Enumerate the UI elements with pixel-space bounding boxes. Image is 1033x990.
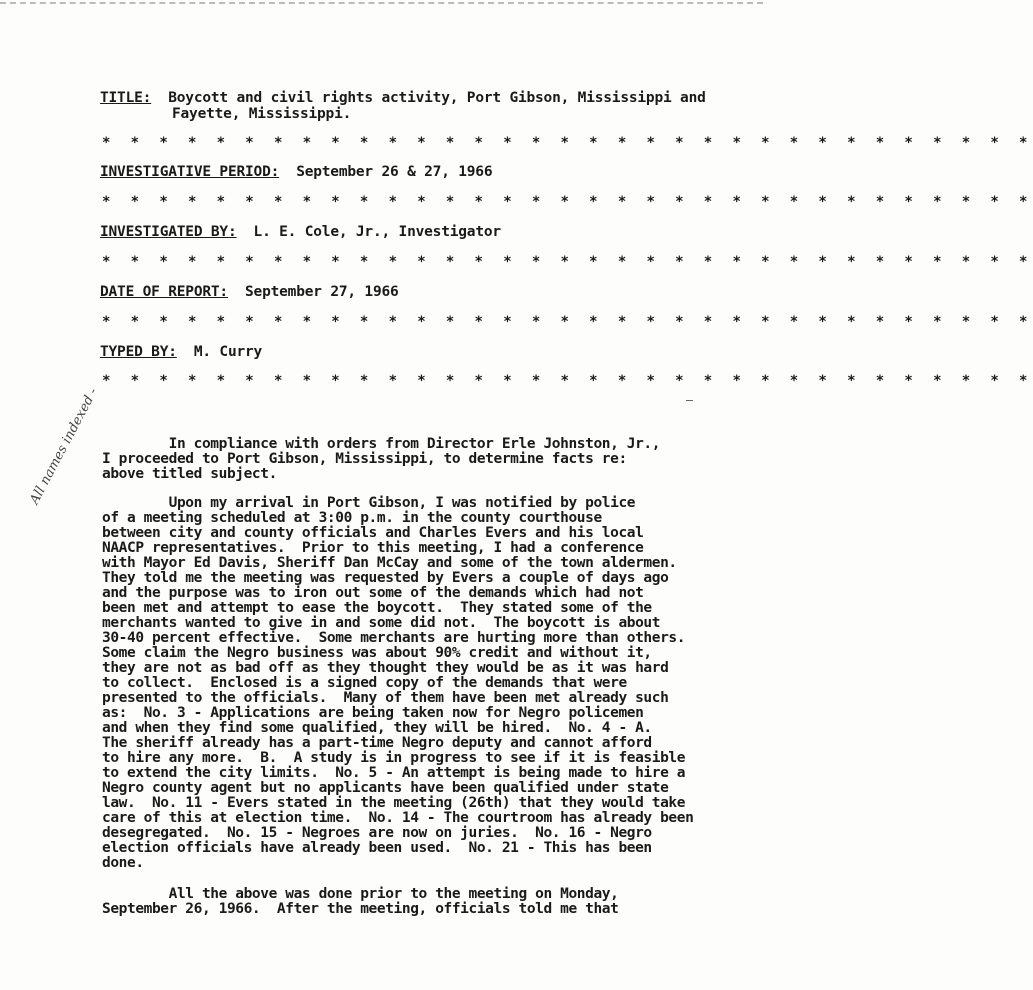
text-line: law. No. 11 - Evers stated in the meeting (26th) that they would take bbox=[102, 795, 686, 811]
date-line bbox=[100, 284, 399, 300]
period-value: September 26 & 27, 1966 bbox=[296, 164, 493, 180]
text-line: as: No. 3 - Applications are being taken now for Negro policemen bbox=[102, 705, 644, 721]
separator-2: * * * * * * * * * * * * * * * * * * * * * * * * * * * * * * * * * bbox=[102, 194, 1033, 210]
typed-label: TYPED BY: bbox=[100, 344, 177, 360]
investigated-label: INVESTIGATED BY: bbox=[100, 224, 237, 240]
text-line: In compliance with orders from Director Erle Johnston, Jr., bbox=[102, 436, 661, 452]
text-line: The sheriff already has a part-time Negro deputy and cannot afford bbox=[102, 735, 652, 751]
text-line: and the purpose was to iron out some of the demands which had not bbox=[102, 585, 644, 601]
text-line: between city and county officials and Charles Evers and his local bbox=[102, 525, 644, 541]
text-line: 30-40 percent effective. Some merchants are hurting more than others. bbox=[102, 630, 686, 646]
text-line: election officials have already been used. No. 21 - This has been bbox=[102, 840, 652, 856]
text-line: They told me the meeting was requested by Evers a couple of days ago bbox=[102, 570, 669, 586]
period-label: INVESTIGATIVE PERIOD: bbox=[100, 164, 280, 180]
separator-4: * * * * * * * * * * * * * * * * * * * * * * * * * * * * * * * * * bbox=[102, 314, 1033, 330]
text-line: to collect. Enclosed is a signed copy of the demands that were bbox=[102, 675, 627, 691]
text-line: presented to the officials. Many of them have been met already such bbox=[102, 690, 669, 706]
separator-5: * * * * * * * * * * * * * * * * * * * * * * * * * * * * * * * * * bbox=[102, 373, 1033, 389]
text-line: desegregated. No. 15 - Negroes are now on juries. No. 16 - Negro bbox=[102, 825, 652, 841]
text-line: and when they find some qualified, they will be hired. No. 4 - A. bbox=[102, 720, 652, 736]
typed-value: M. Curry bbox=[193, 344, 263, 360]
text-line: to extend the city limits. No. 5 - An attempt is being made to hire a bbox=[102, 765, 686, 781]
title-value-2: Fayette, Mississippi. bbox=[172, 106, 352, 122]
date-value: September 27, 1966 bbox=[245, 284, 399, 300]
text-line: been met and attempt to ease the boycott. They stated some of the bbox=[102, 600, 652, 616]
text-line: Negro county agent but no applicants have been qualified under state bbox=[102, 780, 669, 796]
text-line: NAACP representatives. Prior to this meeting, I had a conference bbox=[102, 540, 644, 556]
paragraph-2 bbox=[102, 496, 752, 871]
top-edge-rule bbox=[0, 2, 763, 4]
separator-1: * * * * * * * * * * * * * * * * * * * * * * * * * * * * * * * * * bbox=[102, 135, 1033, 151]
title-value-1: Boycott and civil rights activity, Port Gibson, Mississippi and bbox=[168, 90, 706, 106]
text-line: of a meeting scheduled at 3:00 p.m. in the county courthouse bbox=[102, 510, 602, 526]
date-label: DATE OF REPORT: bbox=[100, 284, 228, 300]
text-line: they are not as bad off as they thought they would be as it was hard bbox=[102, 660, 669, 676]
margin-note-text: All names indexed - bbox=[27, 385, 102, 507]
handwritten-margin-note bbox=[10, 385, 110, 510]
period-line bbox=[100, 164, 492, 180]
text-line: to hire any more. B. A study is in progress to see if it is feasible bbox=[102, 750, 686, 766]
paragraph-1 bbox=[102, 437, 752, 482]
title-label: TITLE: bbox=[100, 90, 152, 106]
separator-3: * * * * * * * * * * * * * * * * * * * * * * * * * * * * * * * * * bbox=[102, 254, 1033, 270]
investigated-line bbox=[100, 224, 501, 240]
paragraph-3 bbox=[102, 887, 752, 917]
text-line: above titled subject. bbox=[102, 466, 277, 482]
investigated-value: L. E. Cole, Jr., Investigator bbox=[253, 224, 501, 240]
typed-line bbox=[100, 344, 262, 360]
text-line: Some claim the Negro business was about 90% credit and without it, bbox=[102, 645, 652, 661]
stray-dash-mark bbox=[686, 400, 693, 401]
text-line: All the above was done prior to the meeting on Monday, bbox=[102, 886, 619, 902]
text-line: Upon my arrival in Port Gibson, I was notified by police bbox=[102, 495, 636, 511]
text-line: September 26, 1966. After the meeting, officials told me that bbox=[102, 901, 619, 917]
text-line: merchants wanted to give in and some did not. The boycott is about bbox=[102, 615, 661, 631]
title-line-1 bbox=[100, 90, 706, 106]
text-line: with Mayor Ed Davis, Sheriff Dan McCay and some of the town aldermen. bbox=[102, 555, 677, 571]
text-line: care of this at election time. No. 14 - The courtroom has already been bbox=[102, 810, 694, 826]
text-line: done. bbox=[102, 855, 144, 871]
text-line: I proceeded to Port Gibson, Mississippi, to determine facts re: bbox=[102, 451, 627, 467]
